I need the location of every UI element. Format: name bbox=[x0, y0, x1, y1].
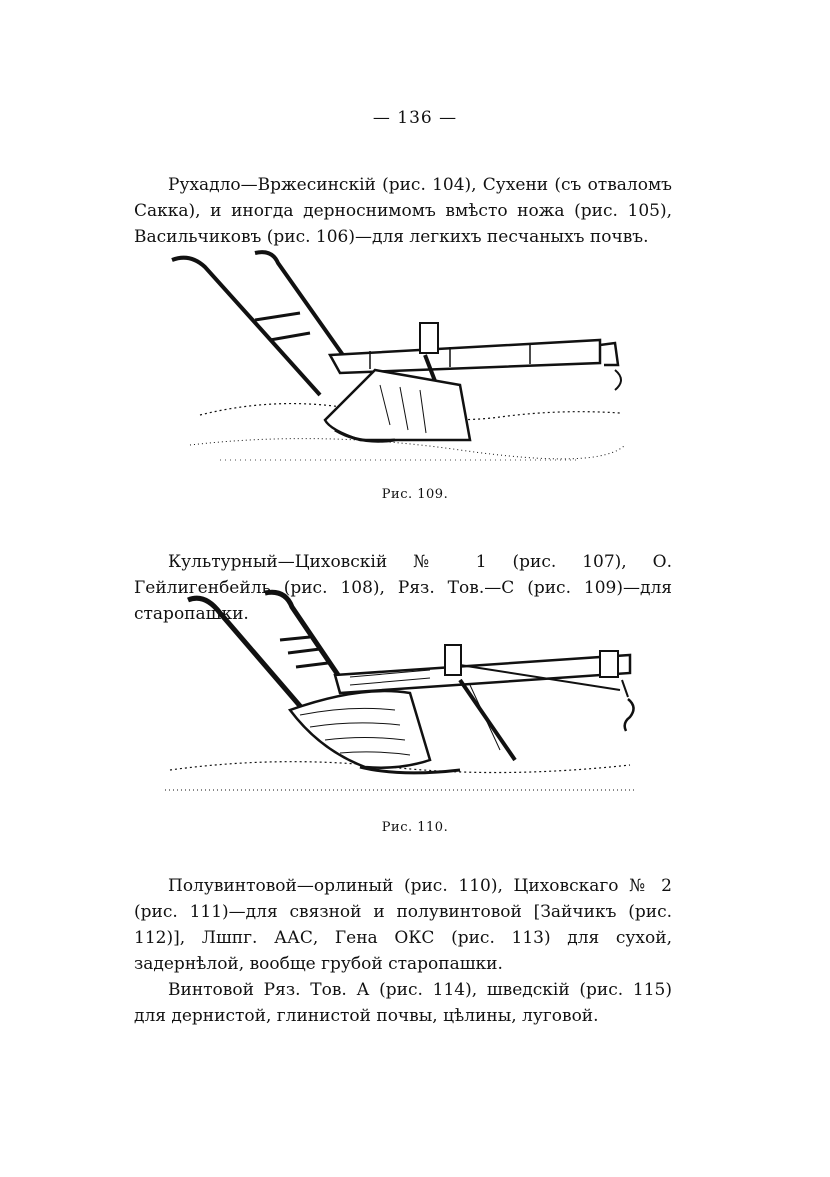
figure-caption-109: Рис. 109. bbox=[381, 487, 449, 502]
page-number: — 136 — bbox=[372, 108, 458, 128]
figure-caption-110: Рис. 110. bbox=[381, 820, 449, 835]
plough-illustration-fig-109 bbox=[160, 245, 630, 475]
paragraph-poluvintovoy: Полувинтовой—орлиный (рис. 110), Циховскаго № 2 (рис. 111)—для связной и полувинтовой [Зайчикъ (рис. 112)], Лшпг. ААС, Гена ОКС (рис. 113) для сухой, задернѣлой, вообще грубой старопашки. bbox=[134, 876, 672, 974]
paragraph-ruhadlo: Рухадло—Вржесинскій (рис. 104), Сухени (съ отваломъ Сакка), и иногда дерноснимомъ вмѣсто ножа (рис. 105), Васильчиковъ (рис. 106)—для легкихъ песчаныхъ почвъ. bbox=[134, 175, 672, 247]
paragraph-vintovoy: Винтовой Ряз. Тов. А (рис. 114), шведскій (рис. 115) для дернистой, глинистой почвы, цѣлины, луговой. bbox=[134, 980, 672, 1026]
plough-illustration-fig-110 bbox=[160, 585, 640, 810]
paragraph-kulturny: Культурный—Циховскій № 1 (рис. 107), О. Гейлигенбейль (рис. 108), Ряз. Тов.—С (рис. 109)—для старопашки. bbox=[134, 552, 672, 624]
